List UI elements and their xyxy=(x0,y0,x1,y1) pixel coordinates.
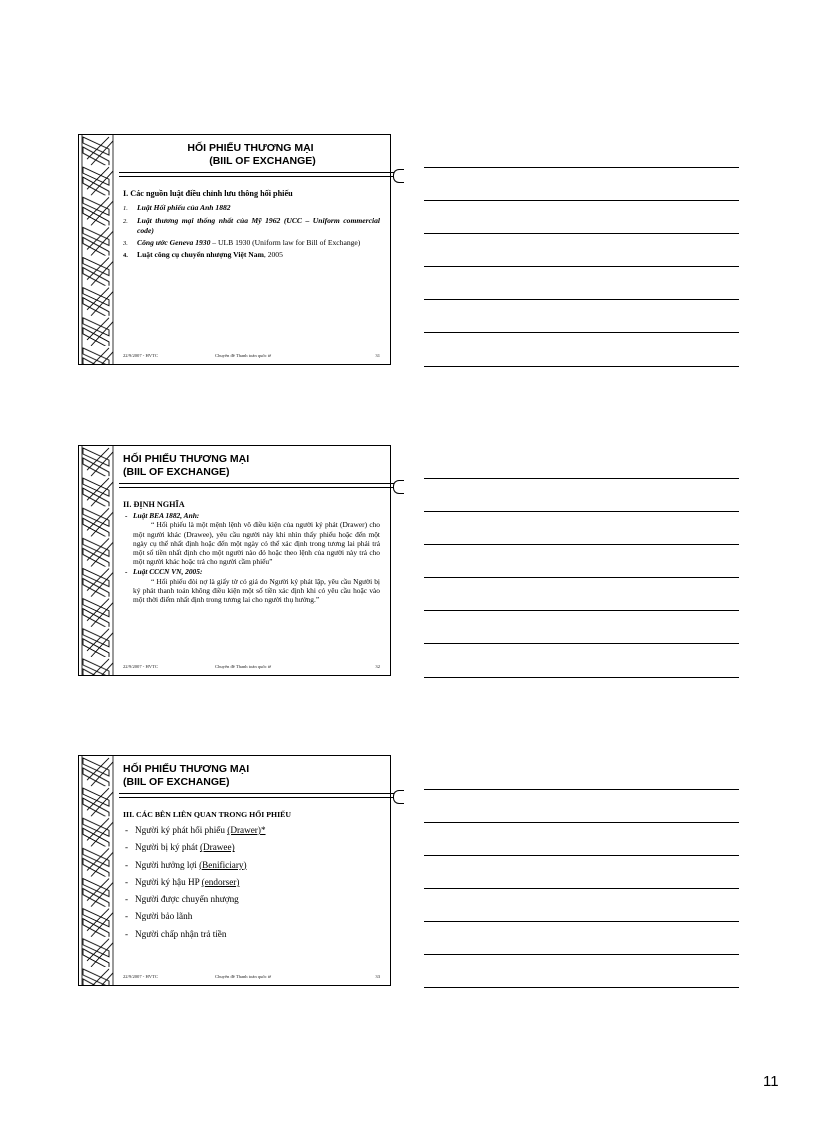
slide-footer xyxy=(123,974,380,980)
slide-title-line1: HỐI PHIẾU THƯƠNG MẠI xyxy=(123,453,250,465)
note-line xyxy=(424,677,739,678)
title-rule-thin xyxy=(119,487,402,488)
footer-date: 22/9/2007 - HVTC xyxy=(123,974,158,979)
list-item: - Người được chuyển nhượng xyxy=(123,891,380,908)
note-line xyxy=(424,266,739,267)
law-sources-list xyxy=(123,203,380,261)
note-line xyxy=(424,544,739,545)
note-line xyxy=(424,478,739,479)
slide-title xyxy=(123,763,382,789)
parties-list xyxy=(123,822,380,943)
slide-title-line2: (BIIL OF EXCHANGE) xyxy=(209,155,316,167)
rope-border-decoration xyxy=(79,135,115,364)
binder-hook-decoration xyxy=(393,480,404,494)
binder-hook-decoration xyxy=(393,790,404,804)
title-rule xyxy=(119,483,402,484)
slide-body xyxy=(123,500,380,604)
section-heading: III. CÁC BÊN LIÊN QUAN TRONG HỐI PHIẾU xyxy=(123,810,291,819)
title-rule-thin xyxy=(119,176,402,177)
rope-border-decoration xyxy=(79,756,115,985)
title-rule xyxy=(119,172,402,173)
slide-title-line2: (BIIL OF EXCHANGE) xyxy=(123,776,230,788)
note-line xyxy=(424,789,739,790)
list-item: 2. Luật thương mại thống nhất của Mỹ 1962 (UCC – Uniform commercial code) xyxy=(123,215,380,235)
slide-footer xyxy=(123,353,380,359)
note-line xyxy=(424,577,739,578)
slide-title-line2: (BIIL OF EXCHANGE) xyxy=(123,466,230,478)
slide-footer xyxy=(123,664,380,670)
note-line xyxy=(424,511,739,512)
slide-title-line1: HỐI PHIẾU THƯƠNG MẠI xyxy=(187,142,314,154)
list-item: - Người hưởng lợi (Benificiary) xyxy=(123,857,380,874)
note-line xyxy=(424,954,739,955)
note-line xyxy=(424,921,739,922)
slide-title xyxy=(123,453,382,479)
footer-course: Chuyên đề Thanh toán quốc tế xyxy=(215,353,272,358)
note-line xyxy=(424,233,739,234)
note-line xyxy=(424,888,739,889)
slide-33 xyxy=(78,755,391,986)
binder-hook-decoration xyxy=(393,169,404,183)
title-rule xyxy=(119,793,402,794)
note-line xyxy=(424,987,739,988)
note-line xyxy=(424,610,739,611)
footer-course: Chuyên đề Thanh toán quốc tế xyxy=(215,974,272,979)
note-line xyxy=(424,200,739,201)
footer-course: Chuyên đề Thanh toán quốc tế xyxy=(215,664,272,669)
note-line xyxy=(424,167,739,168)
rope-border-decoration xyxy=(79,446,115,675)
footer-slide-number: 32 xyxy=(375,664,380,669)
slide-body xyxy=(123,189,380,263)
note-line xyxy=(424,643,739,644)
note-line xyxy=(424,855,739,856)
note-line xyxy=(424,299,739,300)
definition-text-cccn: “ Hối phiếu đòi nợ là giấy tờ có giá do Người ký phát lập, yêu cầu Người bị ký phát thanh toán không điều kiện một số tiền xác định khi có yêu cầu hoặc vào một thời điểm nhất định trong tương lai cho người thụ hưởng.” xyxy=(133,576,380,605)
footer-slide-number: 33 xyxy=(375,974,380,979)
list-item: - Người ký hậu HP (endorser) xyxy=(123,874,380,891)
note-line xyxy=(424,366,739,367)
definition-label-cccn: - Luật CCCN VN, 2005: xyxy=(123,567,380,576)
footer-date: 22/9/2007 - HVTC xyxy=(123,664,158,669)
slide-title-line1: HỐI PHIẾU THƯƠNG MẠI xyxy=(123,763,250,775)
slide-32 xyxy=(78,445,391,676)
title-rule-thin xyxy=(119,797,402,798)
footer-slide-number: 31 xyxy=(375,353,380,358)
section-heading: I. Các nguồn luật điều chỉnh lưu thông hối phiếu xyxy=(123,189,293,198)
slide-title xyxy=(119,142,382,168)
list-item: 1. Luật Hối phiếu của Anh 1882 xyxy=(123,203,231,212)
page-number: 11 xyxy=(763,1073,779,1090)
definition-label-bea: - Luật BEA 1882, Anh: xyxy=(123,511,380,520)
note-line xyxy=(424,822,739,823)
definition-text-bea: “ Hối phiếu là một mệnh lệnh vô điều kiện của người ký phát (Drawer) cho một người khác (Drawee), yêu cầu người này khi nhìn thấy phiếu hoặc đến một ngày cụ thể nhất định hoặc đến một ngày có thể xác định trong tương lai phải trả một số tiền nhất định cho một người nào đó hoặc theo lệnh của người này trả cho một người khác hoặc trả cho người cầm phiếu” xyxy=(133,520,380,567)
section-heading: II. ĐỊNH NGHĨA xyxy=(123,500,185,509)
list-item: - Người ký phát hối phiếu (Drawer)* xyxy=(123,822,380,839)
list-item: 4. Luật công cụ chuyển nhượng Việt Nam, 2005 xyxy=(123,250,283,259)
list-item: - Người bị ký phát (Drawee) xyxy=(123,839,380,856)
list-item: - Người chấp nhận trả tiền xyxy=(123,926,380,943)
list-item: 3. Công ước Geneva 1930 – ULB 1930 (Uniform law for Bill of Exchange) xyxy=(123,237,361,247)
slide-body xyxy=(123,810,380,943)
slide-31 xyxy=(78,134,391,365)
note-line xyxy=(424,332,739,333)
footer-date: 22/9/2007 - HVTC xyxy=(123,353,158,358)
list-item: - Người bảo lãnh xyxy=(123,908,380,925)
